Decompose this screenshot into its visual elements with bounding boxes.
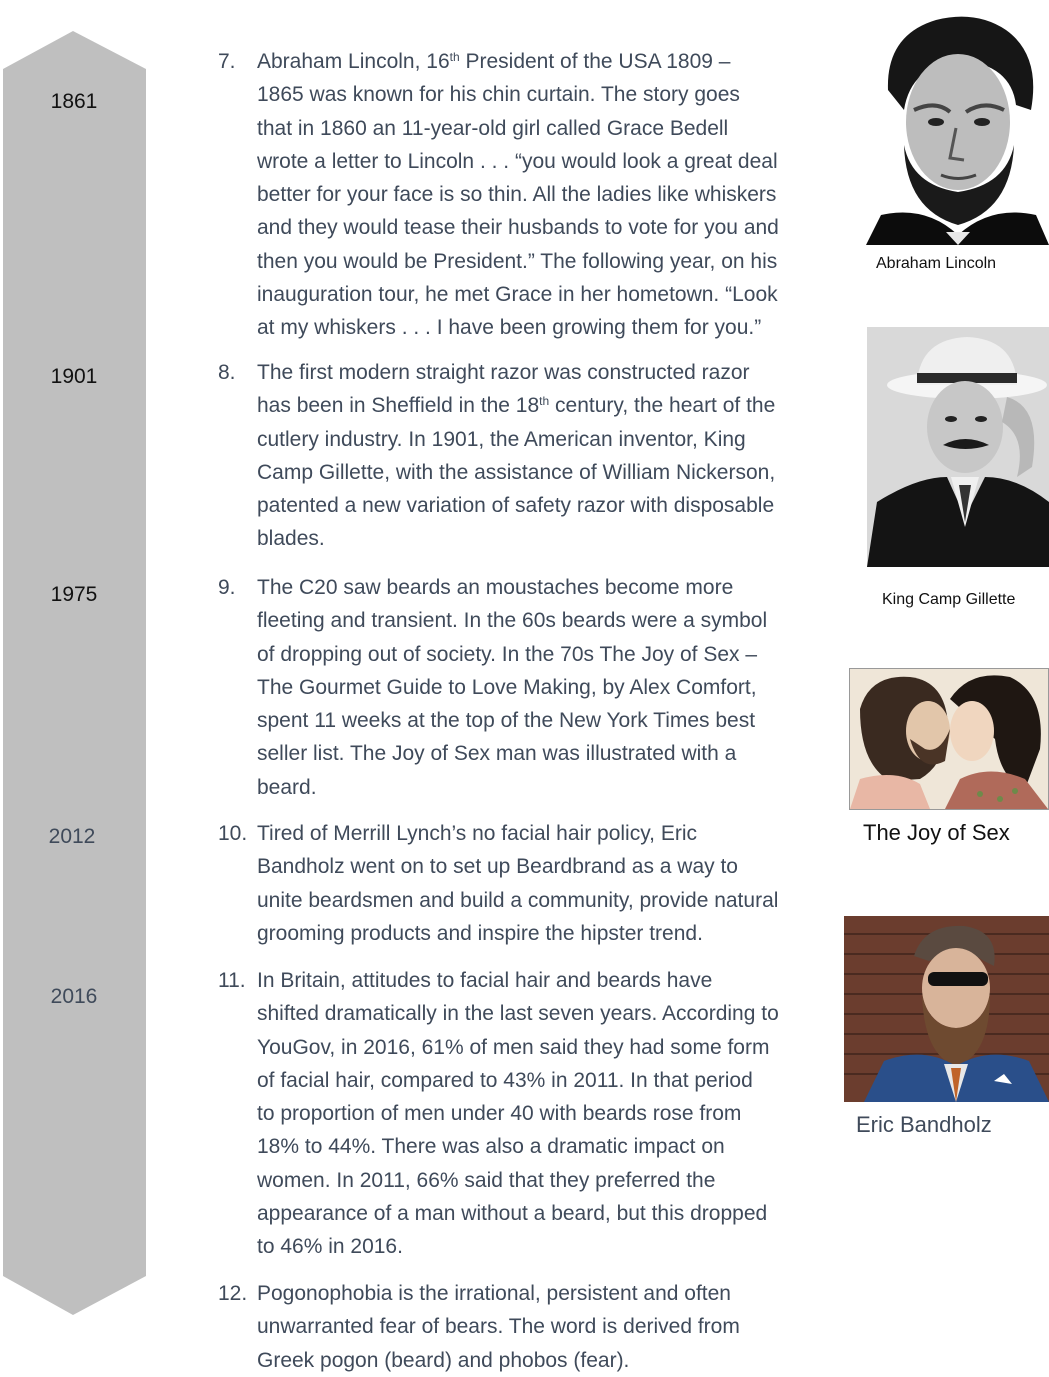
text-run: President of the USA 1809 –	[459, 50, 731, 73]
text-line: Tired of Merrill Lynch’s no facial hair policy, Eric	[257, 822, 697, 845]
text-line	[257, 389, 830, 422]
text-line: spent 11 weeks at the top of the New York Times best	[257, 709, 756, 733]
text-line: women. In 2011, 66% said that they preferred the	[257, 1168, 716, 1192]
text-line: 18% to 44%. There was also a dramatic impact on	[257, 1135, 725, 1159]
text-line: beard.	[257, 775, 317, 799]
timeline-year-1975: 1975	[50, 583, 98, 606]
list-item-8	[218, 356, 830, 556]
text-run: has been in Sheffield in the 18	[257, 394, 540, 418]
joy-of-sex-caption: The Joy of Sex	[863, 820, 1010, 845]
item-number: 11.	[218, 969, 246, 992]
text-line: at my whiskers . . . I have been growing them for you.”	[257, 316, 762, 340]
text-line: then you would be President.” The following year, on his	[257, 249, 778, 273]
gillette-photo	[867, 327, 1049, 567]
text-run: century, the heart of the	[549, 394, 776, 418]
text-line: Pogonophobia is the irrational, persistent and often	[257, 1282, 731, 1305]
item-number: 12.	[218, 1282, 248, 1305]
text-line: of dropping out of society. In the 70s The Joy of Sex –	[257, 642, 758, 666]
lincoln-photo	[866, 10, 1049, 245]
text-line: The C20 saw beards an moustaches become more	[257, 576, 734, 599]
list-item-10	[218, 817, 830, 950]
gillette-caption: King Camp Gillette	[882, 591, 1016, 608]
timeline-year-1861: 1861	[50, 90, 98, 113]
bandholz-caption: Eric Bandholz	[856, 1112, 992, 1137]
text-line: seller list. The Joy of Sex man was illustrated with a	[257, 742, 737, 766]
timeline-arrow-shape	[3, 31, 146, 1315]
text-line: of facial hair, compared to 43% in 2011. In that period	[257, 1068, 753, 1092]
text-run: Abraham Lincoln, 16	[257, 50, 450, 73]
text-line: 1865 was known for his chin curtain. The story goes	[257, 83, 740, 107]
timeline-year-1901: 1901	[50, 365, 98, 388]
text-line: unite beardsmen and build a community, provide natural	[257, 888, 779, 912]
item-number: 8.	[218, 361, 236, 384]
text-line: patented a new variation of safety razor with disposable	[257, 494, 775, 518]
list-item-11	[218, 964, 830, 1264]
text-line: wrote a letter to Lincoln . . . “you would look a great deal	[257, 149, 778, 173]
timeline-year-2016: 2016	[50, 985, 98, 1008]
item-text	[257, 45, 830, 345]
superscript: th	[449, 50, 460, 64]
item-number: 10.	[218, 822, 248, 845]
text-line: to proportion of men under 40 with beards rose from	[257, 1102, 742, 1126]
superscript: th	[539, 394, 550, 409]
bandholz-photo	[844, 916, 1049, 1102]
item-number: 9.	[218, 576, 236, 599]
text-line: shifted dramatically in the last seven years. According to	[257, 1002, 779, 1026]
item-text	[257, 1277, 830, 1377]
text-line: unwarranted fear of bears. The word is derived from	[257, 1315, 740, 1339]
text-line	[257, 45, 830, 78]
text-line: YouGov, in 2016, 61% of men said they had some form	[257, 1035, 770, 1059]
item-number: 7.	[218, 50, 236, 73]
list-item-9	[218, 571, 830, 804]
text-line: Greek pogon (beard) and phobos (fear).	[257, 1348, 630, 1372]
text-line: Bandholz went on to set up Beardbrand as a way to	[257, 855, 738, 879]
text-line: The Gourmet Guide to Love Making, by Alex Comfort,	[257, 675, 757, 699]
text-line: to 46% in 2016.	[257, 1235, 403, 1259]
lincoln-caption: Abraham Lincoln	[876, 255, 997, 272]
text-line: The first modern straight razor was constructed razor	[257, 361, 750, 384]
item-text	[257, 571, 830, 804]
joy-of-sex-photo	[849, 668, 1049, 810]
text-line: cutlery industry. In 1901, the American inventor, King	[257, 427, 746, 451]
text-line: grooming products and inspire the hipster trend.	[257, 921, 703, 945]
text-line: better for your face is so thin. All the ladies like whiskers	[257, 183, 777, 207]
text-line: fleeting and transient. In the 60s beards were a symbol	[257, 609, 768, 633]
text-line: blades.	[257, 527, 325, 551]
text-line: Camp Gillette, with the assistance of William Nickerson,	[257, 460, 776, 484]
item-text	[257, 817, 830, 950]
text-line: inauguration tour, he met Grace in her hometown. “Look	[257, 283, 778, 307]
text-line: appearance of a man without a beard, but this dropped	[257, 1202, 768, 1226]
item-text	[257, 356, 830, 556]
list-item-12	[218, 1277, 830, 1377]
timeline-year-2012: 2012	[48, 825, 96, 848]
item-text	[257, 964, 830, 1264]
text-line: and they would tease their husbands to vote for you and	[257, 216, 779, 240]
text-line: In Britain, attitudes to facial hair and beards have	[257, 969, 713, 992]
timeline-arrow	[0, 0, 150, 1373]
text-line: that in 1860 an 11-year-old girl called Grace Bedell	[257, 116, 729, 140]
list-item-7	[218, 45, 830, 345]
